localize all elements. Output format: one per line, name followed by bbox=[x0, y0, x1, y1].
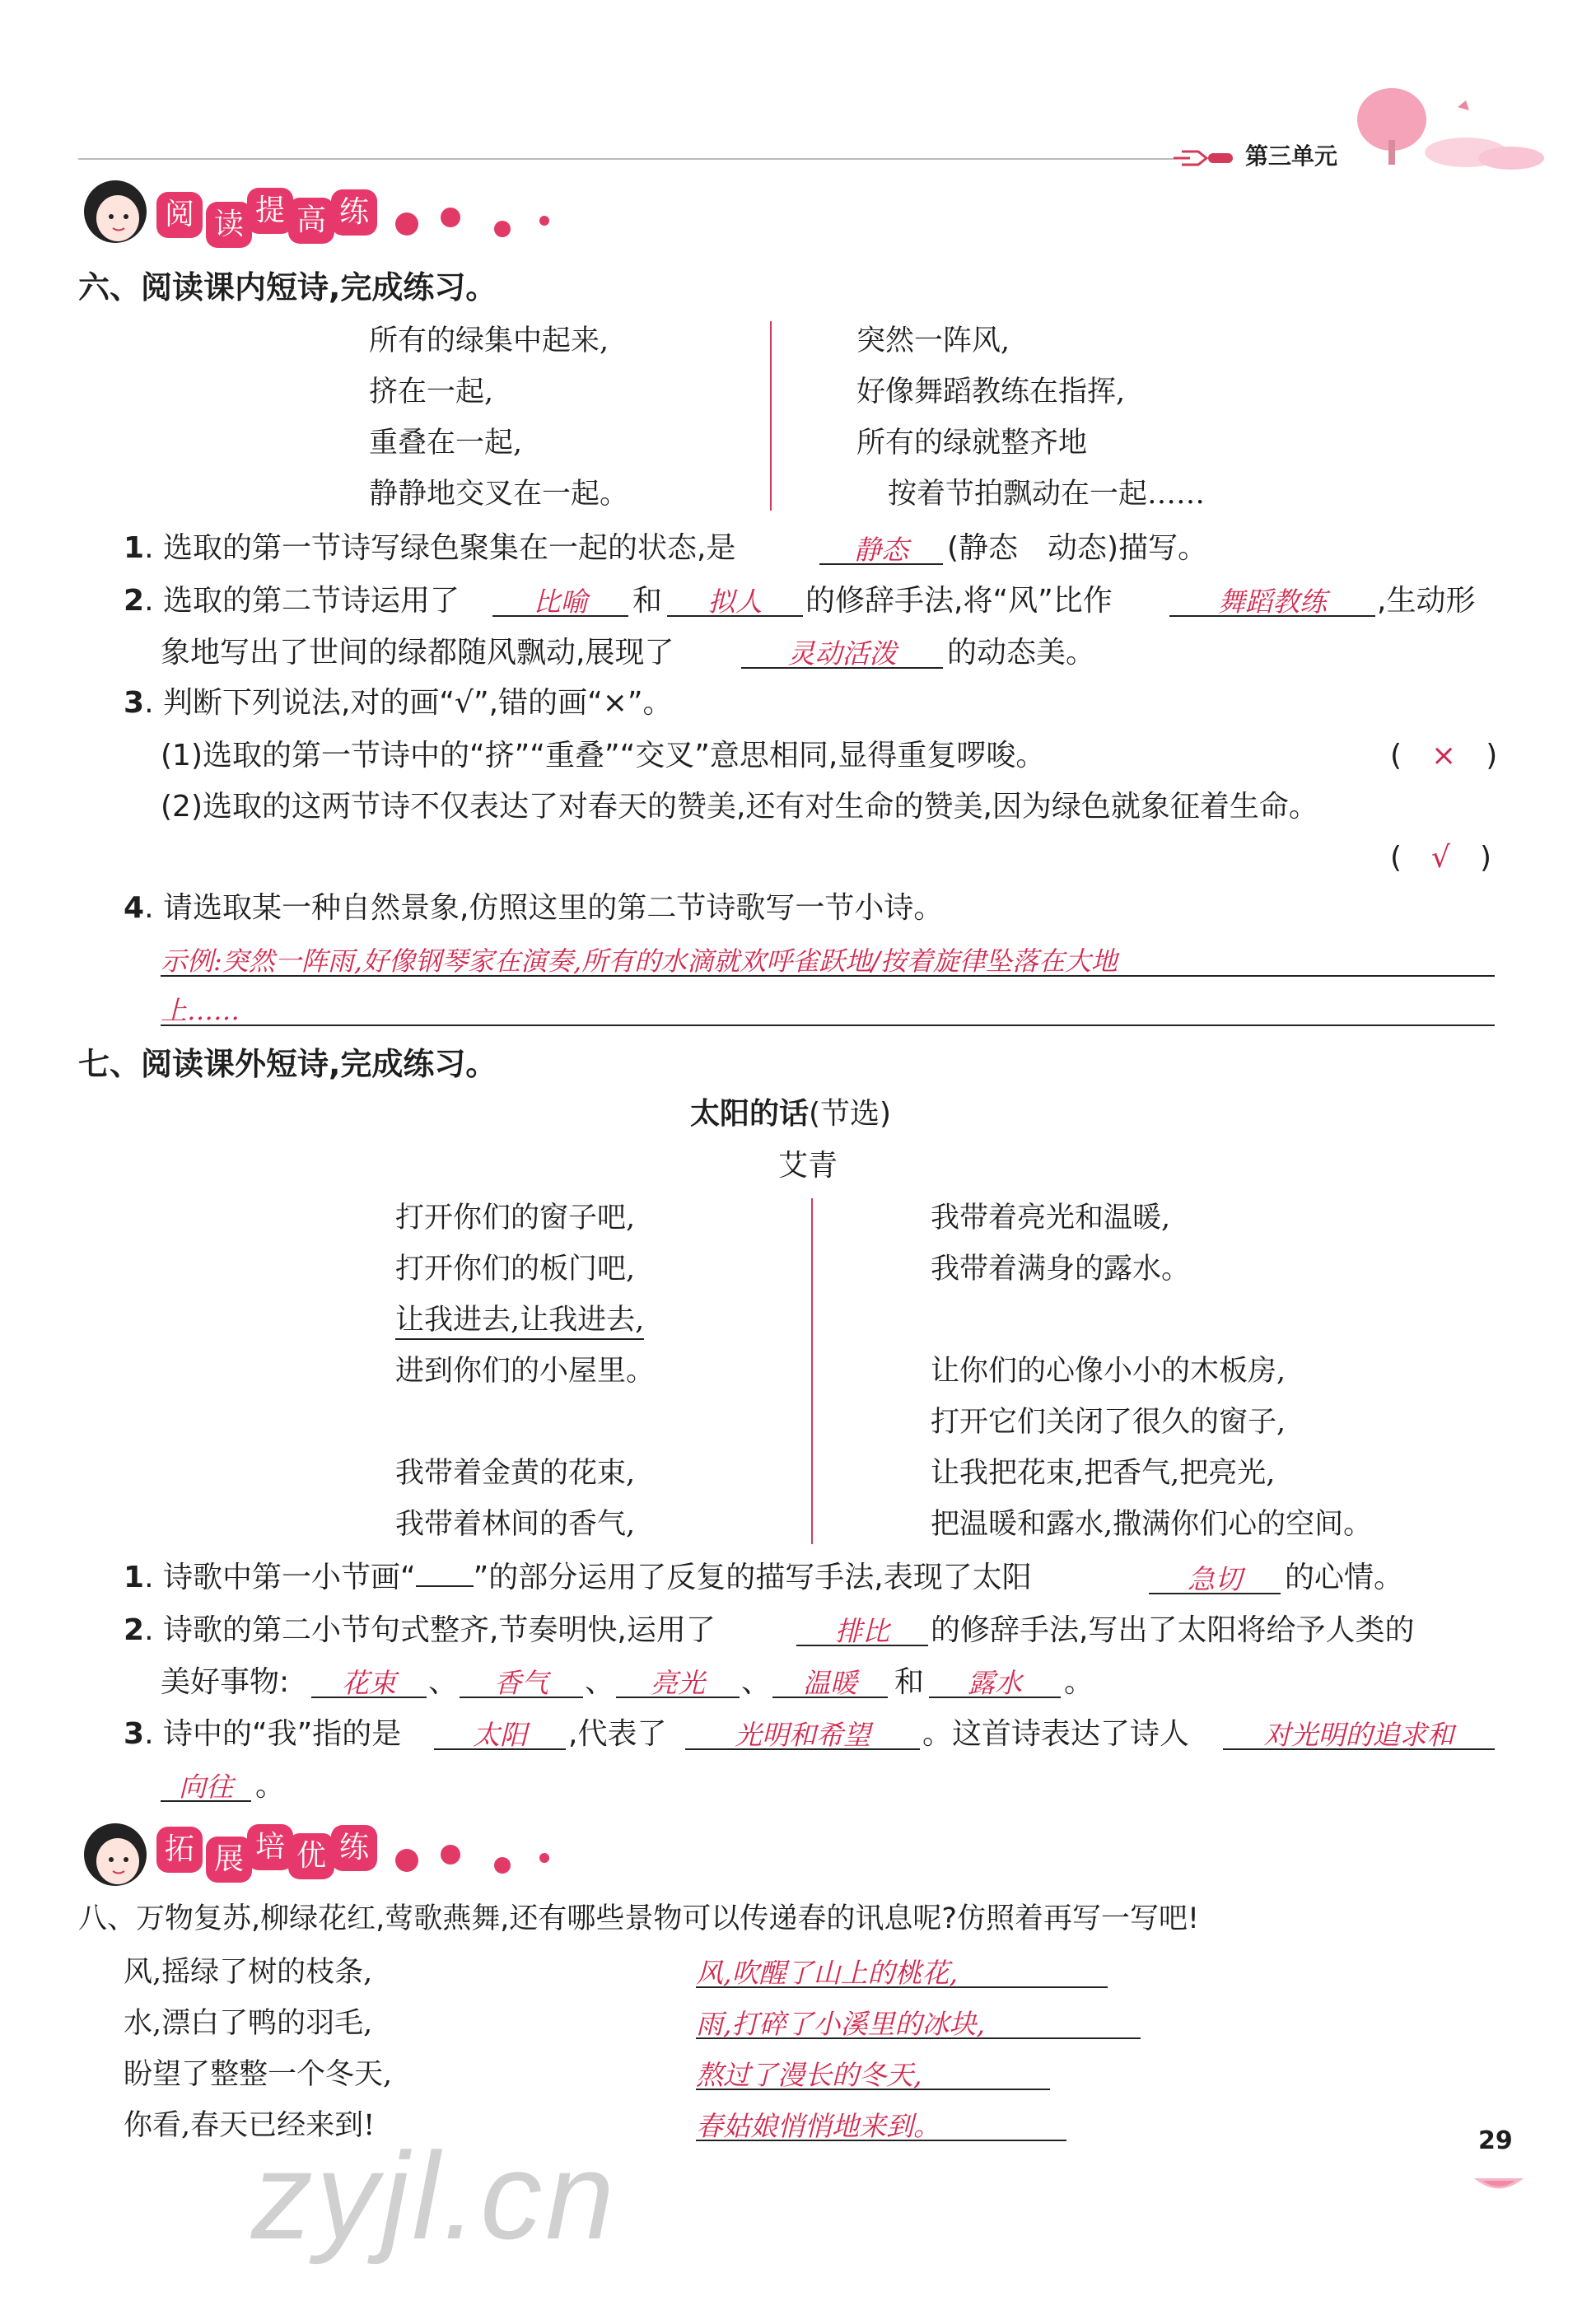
poem-line: 所有的绿就整齐地 bbox=[856, 427, 1088, 460]
poem-line: 打开你们的板门吧, bbox=[395, 1253, 636, 1286]
answer-line[interactable]: 熬过了漫长的冬天, bbox=[696, 2052, 1050, 2090]
q6-1-tail: (静态 动态)描写。 bbox=[947, 531, 1208, 565]
q7-2: 2. 诗歌的第二小节句式整齐,节奏明快,运用了 bbox=[124, 1613, 716, 1647]
badge-reading-4: 高 bbox=[288, 198, 334, 244]
badge-reading-5: 练 bbox=[331, 189, 377, 236]
answer-blank[interactable]: 排比 bbox=[796, 1608, 928, 1646]
decor-dot bbox=[441, 208, 460, 227]
answer-blank[interactable]: 对光明的追求和 bbox=[1223, 1712, 1495, 1750]
poem-line: 挤在一起, bbox=[369, 376, 494, 408]
answer-blank[interactable]: 花束 bbox=[311, 1660, 427, 1698]
q7-title: 七、阅读课外短诗,完成练习。 bbox=[78, 1046, 497, 1082]
q6-2-line2-tail: 的动态美。 bbox=[947, 636, 1096, 670]
answer-line[interactable]: 风,吹醒了山上的桃花, bbox=[696, 1950, 1108, 1988]
decor-dot bbox=[395, 212, 418, 236]
model-poem-line: 你看,春天已经来到! bbox=[124, 2109, 376, 2142]
header-rule bbox=[78, 158, 1174, 160]
badge-reading-1: 阅 bbox=[156, 192, 203, 238]
q6-2-mid2: 的修辞手法,将“风”比作 bbox=[805, 584, 1113, 618]
q7-1-tail: 的心情。 bbox=[1285, 1561, 1404, 1594]
badge-extend-5: 练 bbox=[331, 1825, 377, 1871]
poem-line: 让我把花束,把香气,把亮光, bbox=[931, 1457, 1276, 1490]
q6-2-line2: 象地写出了世间的绿都随风飘动,展现了 bbox=[161, 636, 674, 670]
q6-2: 2. 选取的第二节诗运用了 bbox=[124, 584, 460, 618]
girl-avatar-icon bbox=[78, 1820, 156, 1894]
separator: 、 bbox=[585, 1665, 615, 1699]
decor-dot bbox=[494, 221, 511, 237]
separator: 、 bbox=[428, 1665, 459, 1699]
answer-line[interactable]: 春姑娘悄悄地来到。 bbox=[696, 2103, 1066, 2141]
badge-extend-2: 展 bbox=[206, 1837, 252, 1883]
q6-4: 4. 请选取某一种自然景象,仿照这里的第二节诗歌写一节小诗。 bbox=[124, 891, 944, 925]
poem-title: 太阳的话(节选) bbox=[690, 1097, 892, 1131]
judge-mark: × bbox=[1431, 739, 1457, 772]
q6-3-s1: (1)选取的第一节诗中的“挤”“重叠”“交叉”意思相同,显得重复啰唆。 bbox=[161, 739, 1046, 772]
and-word: 和 bbox=[894, 1665, 925, 1699]
q6-1: 1. 选取的第一节诗写绿色聚集在一起的状态,是 bbox=[124, 531, 736, 565]
answer-blank[interactable]: 灵动活泼 bbox=[741, 631, 943, 669]
badge-extend-3: 培 bbox=[247, 1824, 293, 1870]
answer-blank[interactable]: 舞蹈教练 bbox=[1169, 579, 1375, 617]
poem-line: 把温暖和露水,撒满你们心的空间。 bbox=[931, 1508, 1373, 1541]
poem-line: 打开它们关闭了很久的窗子, bbox=[931, 1406, 1286, 1439]
judge-mark: √ bbox=[1431, 841, 1450, 875]
poem-line: 所有的绿集中起来, bbox=[369, 324, 609, 357]
model-poem-line: 水,漂白了鸭的羽毛, bbox=[124, 2007, 373, 2040]
model-poem-line: 盼望了整整一个冬天, bbox=[124, 2058, 393, 2091]
answer-blank[interactable]: 静态 bbox=[819, 527, 943, 565]
q6-title: 六、阅读课内短诗,完成练习。 bbox=[78, 269, 497, 306]
girl-avatar-icon bbox=[78, 177, 156, 251]
poem-line: 我带着林间的香气, bbox=[395, 1508, 636, 1541]
poem-divider bbox=[811, 1198, 813, 1544]
answer-line[interactable]: 上…… bbox=[161, 988, 1495, 1026]
answer-blank[interactable]: 温暖 bbox=[772, 1660, 888, 1698]
poem-line: 好像舞蹈教练在指挥, bbox=[856, 376, 1126, 408]
q7-3-mid: ,代表了 bbox=[568, 1717, 667, 1751]
answer-blank[interactable]: 露水 bbox=[929, 1660, 1061, 1698]
answer-blank[interactable]: 香气 bbox=[460, 1660, 583, 1698]
answer-blank[interactable]: 急切 bbox=[1149, 1557, 1281, 1594]
q7-3: 3. 诗中的“我”指的是 bbox=[124, 1717, 402, 1751]
poem-line: 突然一阵风, bbox=[856, 324, 1010, 357]
poem-line: 让你们的心像小小的木板房, bbox=[931, 1355, 1286, 1388]
badge-extend-4: 优 bbox=[288, 1833, 334, 1879]
answer-line[interactable]: 雨,打碎了小溪里的冰块, bbox=[696, 2001, 1141, 2039]
answer-blank[interactable]: 拟人 bbox=[667, 579, 803, 617]
decor-dot bbox=[494, 1857, 511, 1874]
poem-divider bbox=[770, 321, 772, 511]
badge-reading-3: 提 bbox=[247, 188, 293, 234]
decor-dot bbox=[441, 1845, 460, 1865]
answer-blank[interactable]: 亮光 bbox=[616, 1660, 740, 1698]
answer-blank[interactable]: 比喻 bbox=[492, 579, 628, 617]
decor-dot bbox=[539, 216, 549, 226]
tree-decoration-icon bbox=[1334, 82, 1548, 173]
answer-blank[interactable]: 光明和希望 bbox=[685, 1712, 920, 1750]
poem-line: 按着节拍飘动在一起…… bbox=[888, 478, 1206, 511]
unit-label: 第三单元 bbox=[1245, 142, 1338, 170]
watermark-logo: zyjl.cn bbox=[251, 2126, 618, 2265]
q6-2-mid: 和 bbox=[632, 584, 663, 618]
header-arrow-icon bbox=[1174, 148, 1239, 166]
end-mark: 。 bbox=[1064, 1665, 1094, 1699]
decor-dot bbox=[395, 1849, 418, 1872]
q6-3-s2: (2)选取的这两节诗不仅表达了对春天的赞美,还有对生命的赞美,因为绿色就象征着生命。 bbox=[161, 790, 1318, 824]
judge-box[interactable]: ( × ) bbox=[1390, 739, 1498, 772]
poem-line: 打开你们的窗子吧, bbox=[395, 1202, 636, 1235]
badge-extend-1: 拓 bbox=[156, 1827, 203, 1873]
q6-2-tail: ,生动形 bbox=[1377, 584, 1476, 618]
badge-reading-2: 读 bbox=[206, 202, 252, 248]
q8-title: 八、万物复苏,柳绿花红,莺歌燕舞,还有哪些景物可以传递春的讯息呢?仿照着再写一写吧! bbox=[78, 1902, 1199, 1935]
end-mark: 。 bbox=[255, 1769, 286, 1803]
poem-line: 我带着金黄的花束, bbox=[395, 1457, 636, 1490]
poem-line: 我带着亮光和温暖, bbox=[931, 1202, 1171, 1235]
q6-3: 3. 判断下列说法,对的画“√”,错的画“×”。 bbox=[124, 686, 673, 720]
judge-box[interactable]: ( √ ) bbox=[1390, 841, 1492, 875]
q7-1: 1. 诗歌中第一小节画“ ”的部分运用了反复的描写手法,表现了太阳 bbox=[124, 1561, 1032, 1594]
answer-line[interactable]: 示例:突然一阵雨,好像钢琴家在演奏,所有的水滴就欢呼雀跃地/按着旋律坠落在大地 bbox=[161, 939, 1495, 977]
answer-blank[interactable]: 太阳 bbox=[434, 1712, 566, 1750]
answer-blank[interactable]: 向往 bbox=[161, 1764, 251, 1802]
model-poem-line: 风,摇绿了树的枝条, bbox=[124, 1956, 373, 1989]
poem-line: 静静地交叉在一起。 bbox=[369, 478, 629, 511]
q7-2-tail: 的修辞手法,写出了太阳将给予人类的 bbox=[931, 1613, 1415, 1647]
decor-dot bbox=[539, 1853, 549, 1863]
poem-line: 让我进去,让我进去, bbox=[395, 1306, 644, 1340]
q7-3-tail: 。这首诗表达了诗人 bbox=[922, 1717, 1190, 1751]
poem-line: 重叠在一起, bbox=[369, 427, 523, 460]
page-number: 29 bbox=[1478, 2126, 1513, 2155]
poem-author: 艾青 bbox=[778, 1149, 838, 1183]
poem-line: 我带着满身的露水。 bbox=[931, 1253, 1191, 1286]
poem-line: 进到你们的小屋里。 bbox=[395, 1355, 656, 1388]
separator: 、 bbox=[741, 1665, 772, 1699]
q7-2-line2: 美好事物: bbox=[161, 1665, 290, 1699]
